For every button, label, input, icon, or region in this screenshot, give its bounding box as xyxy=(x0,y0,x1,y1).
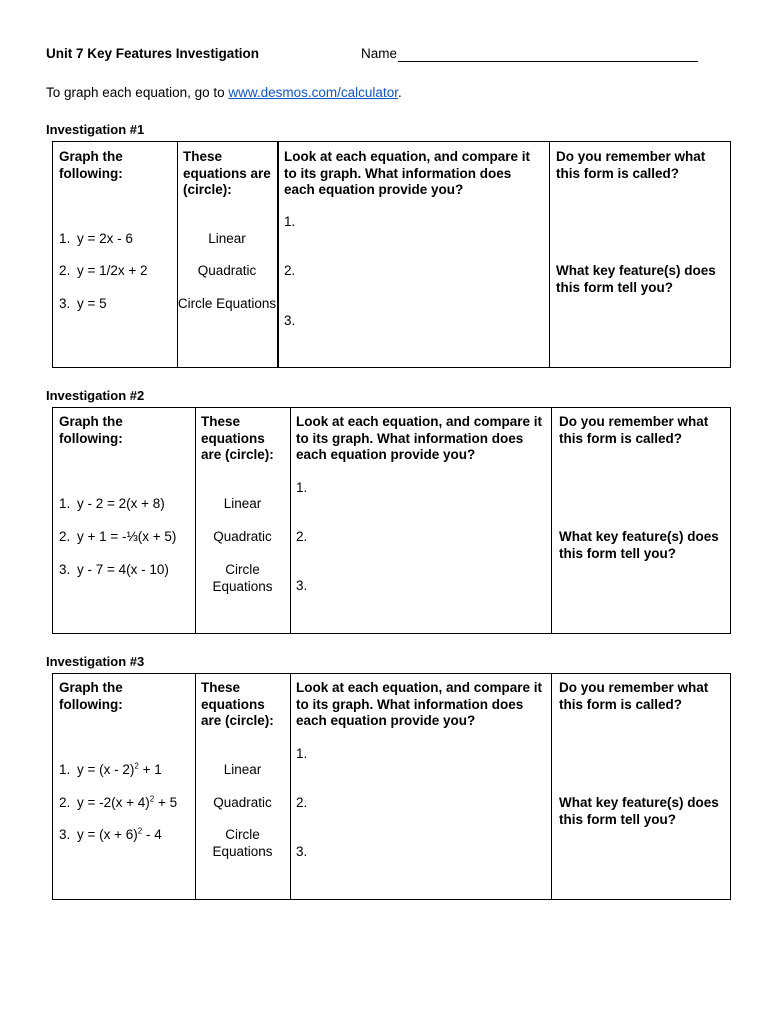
equation-number: 3. xyxy=(59,562,71,577)
equation-2 xyxy=(59,529,176,544)
column-divider xyxy=(177,142,178,367)
answer-number-1: 1. xyxy=(284,214,296,229)
intro-text-before: To graph each equation, go to xyxy=(46,85,229,100)
equation-text-tail: + 1 xyxy=(138,762,162,777)
column-divider xyxy=(277,142,279,367)
look-header: Look at each equation, and compare it to its graph. What information does each equation provide you? xyxy=(296,414,543,462)
equation-text: y = (x + 6) xyxy=(77,827,138,842)
column-divider xyxy=(551,674,552,899)
circle-header: These equations are (circle): xyxy=(201,414,274,462)
equation-exponent: 2 xyxy=(137,826,143,836)
investigation-1-table xyxy=(52,141,731,368)
equation-3 xyxy=(59,827,162,842)
equation-exponent: 2 xyxy=(149,794,155,804)
answer-number-1: 1. xyxy=(296,480,308,495)
graph-header: Graph the following: xyxy=(59,149,123,181)
investigation-3-table xyxy=(52,673,731,900)
worksheet-title: Unit 7 Key Features Investigation xyxy=(46,46,260,61)
circle-header: These equations are (circle): xyxy=(201,680,274,728)
answer-number-2: 2. xyxy=(284,263,296,278)
equation-text: y = -2(x + 4) xyxy=(77,795,150,810)
choice-quadratic[interactable]: Quadratic xyxy=(213,529,272,544)
equation-text: y = 1/2x + 2 xyxy=(77,263,148,278)
equation-1 xyxy=(59,231,133,246)
equation-number: 2. xyxy=(59,529,71,544)
column-divider xyxy=(290,674,291,899)
investigation-1-title: Investigation #1 xyxy=(46,122,145,137)
form-name-header: Do you remember what this form is called? xyxy=(556,149,706,181)
key-features-header: What key feature(s) does this form tell you? xyxy=(559,795,719,827)
answer-number-3: 3. xyxy=(296,844,308,859)
equation-exponent: 2 xyxy=(134,761,139,771)
equation-2 xyxy=(59,795,177,810)
form-name-header: Do you remember what this form is called? xyxy=(559,680,709,712)
answer-number-3: 3. xyxy=(296,578,308,593)
choice-circle-equations[interactable]: Circle Equations xyxy=(177,296,277,311)
answer-number-2: 2. xyxy=(296,795,308,810)
answer-number-1: 1. xyxy=(296,746,308,761)
choice-linear[interactable]: Linear xyxy=(208,231,246,246)
equation-text-tail: + 5 xyxy=(154,795,178,810)
column-divider xyxy=(195,408,196,633)
equation-2 xyxy=(59,263,148,278)
equation-number: 2. xyxy=(59,263,71,278)
equation-3 xyxy=(59,562,169,577)
name-blank-line[interactable] xyxy=(398,61,698,62)
equation-1 xyxy=(59,762,162,777)
equation-number: 1. xyxy=(59,762,71,777)
equation-3 xyxy=(59,296,107,311)
equation-text: y = 2x - 6 xyxy=(77,231,133,246)
investigation-2-title: Investigation #2 xyxy=(46,388,145,403)
graph-header: Graph the following: xyxy=(59,414,123,446)
key-features-header: What key feature(s) does this form tell you? xyxy=(556,263,716,295)
equation-number: 3. xyxy=(59,827,71,842)
intro-text-after: . xyxy=(397,85,402,100)
choice-circle-equations[interactable]: Circle Equations xyxy=(212,827,273,859)
equation-text-tail: - 4 xyxy=(142,827,162,842)
investigation-2-table xyxy=(52,407,731,634)
choice-linear[interactable]: Linear xyxy=(223,762,262,777)
column-divider xyxy=(549,142,550,367)
equation-text: y + 1 = -⅓(x + 5) xyxy=(77,529,177,544)
name-label: Name xyxy=(361,46,398,61)
column-divider xyxy=(551,408,552,633)
equation-number: 1. xyxy=(59,231,71,246)
column-divider xyxy=(195,674,196,899)
choice-circle-equations[interactable]: Circle Equations xyxy=(212,562,273,594)
choice-linear[interactable]: Linear xyxy=(223,496,262,511)
equation-1 xyxy=(59,496,165,511)
choice-quadratic[interactable]: Quadratic xyxy=(213,795,272,810)
graph-header: Graph the following: xyxy=(59,680,123,712)
circle-header: These equations are (circle): xyxy=(183,149,271,197)
equation-text: y - 2 = 2(x + 8) xyxy=(77,496,165,511)
equation-text: y = 5 xyxy=(77,296,107,311)
answer-number-2: 2. xyxy=(296,529,308,544)
equation-text: y - 7 = 4(x - 10) xyxy=(77,562,169,577)
column-divider xyxy=(290,408,291,633)
investigation-3-title: Investigation #3 xyxy=(46,654,145,669)
equation-number: 3. xyxy=(59,296,71,311)
equation-text: y = (x - 2) xyxy=(77,762,135,777)
equation-number: 2. xyxy=(59,795,71,810)
answer-number-3: 3. xyxy=(284,313,296,328)
equation-number: 1. xyxy=(59,496,71,511)
form-name-header: Do you remember what this form is called? xyxy=(559,414,709,446)
look-header: Look at each equation, and compare it to its graph. What information does each equation provide you? xyxy=(284,149,531,197)
intro-text xyxy=(46,85,402,100)
key-features-header: What key feature(s) does this form tell you? xyxy=(559,529,719,561)
choice-quadratic[interactable]: Quadratic xyxy=(197,263,257,278)
look-header: Look at each equation, and compare it to its graph. What information does each equation provide you? xyxy=(296,680,543,728)
desmos-link[interactable]: www.desmos.com/calculator xyxy=(228,85,398,100)
